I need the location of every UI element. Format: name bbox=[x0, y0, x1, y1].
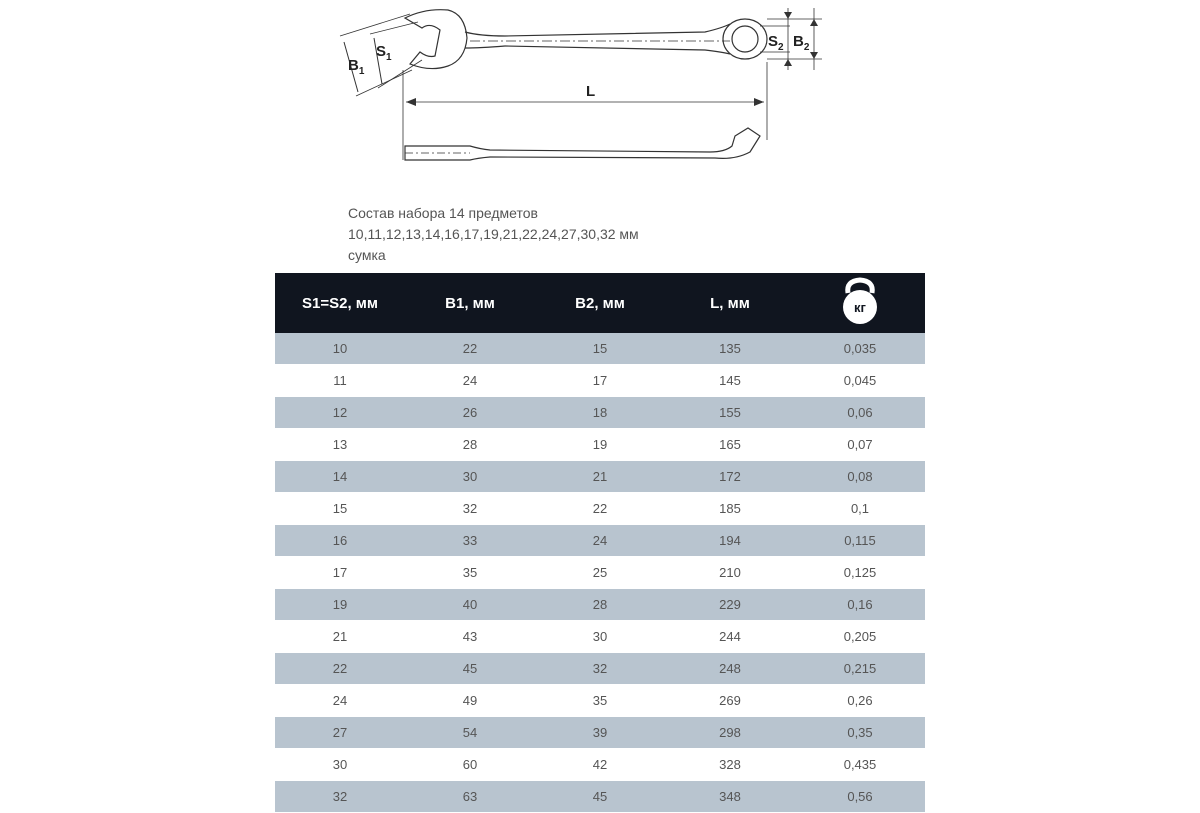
cell-s1-s2: 30 bbox=[275, 749, 405, 781]
table-row bbox=[275, 589, 925, 621]
cell-s1-s2: 11 bbox=[275, 365, 405, 397]
cell-b1: 43 bbox=[405, 621, 535, 653]
cell-s1-s2: 32 bbox=[275, 781, 405, 813]
cell-length: 348 bbox=[665, 781, 795, 813]
description-line-3: сумка bbox=[348, 247, 386, 263]
header-b2: B2, мм bbox=[535, 273, 665, 333]
cell-b1: 28 bbox=[405, 429, 535, 461]
cell-b2: 25 bbox=[535, 557, 665, 589]
header-b1: B1, мм bbox=[405, 273, 535, 333]
table-row bbox=[275, 685, 925, 717]
cell-weight: 0,08 bbox=[795, 461, 925, 493]
b2-label bbox=[793, 33, 810, 53]
cell-length: 269 bbox=[665, 685, 795, 717]
cell-s1-s2: 15 bbox=[275, 493, 405, 525]
s1-subscript: 1 bbox=[386, 52, 392, 63]
cell-length: 328 bbox=[665, 749, 795, 781]
table-row bbox=[275, 717, 925, 749]
table-row bbox=[275, 365, 925, 397]
cell-b2: 39 bbox=[535, 717, 665, 749]
cell-length: 210 bbox=[665, 557, 795, 589]
b2-letter: B bbox=[793, 33, 804, 50]
cell-b2: 30 bbox=[535, 621, 665, 653]
cell-weight: 0,045 bbox=[795, 365, 925, 397]
cell-weight: 0,1 bbox=[795, 493, 925, 525]
cell-weight: 0,435 bbox=[795, 749, 925, 781]
kettlebell-icon bbox=[838, 277, 882, 329]
cell-b2: 22 bbox=[535, 493, 665, 525]
table-row bbox=[275, 397, 925, 429]
table-row bbox=[275, 781, 925, 813]
header-s1-s2: S1=S2, мм bbox=[275, 273, 405, 333]
table-row bbox=[275, 749, 925, 781]
cell-length: 135 bbox=[665, 333, 795, 365]
spec-table bbox=[275, 273, 925, 813]
cell-b1: 22 bbox=[405, 333, 535, 365]
b1-subscript: 1 bbox=[358, 66, 365, 77]
cell-b1: 49 bbox=[405, 685, 535, 717]
cell-weight: 0,205 bbox=[795, 621, 925, 653]
cell-weight: 0,125 bbox=[795, 557, 925, 589]
wrench-diagram bbox=[330, 0, 850, 170]
table-row bbox=[275, 621, 925, 653]
s2-letter: S bbox=[768, 33, 779, 50]
table-row bbox=[275, 653, 925, 685]
cell-b1: 30 bbox=[405, 461, 535, 493]
cell-s1-s2: 27 bbox=[275, 717, 405, 749]
table-row bbox=[275, 461, 925, 493]
weight-unit-label: кг bbox=[854, 300, 866, 315]
cell-b1: 60 bbox=[405, 749, 535, 781]
cell-length: 194 bbox=[665, 525, 795, 557]
cell-s1-s2: 19 bbox=[275, 589, 405, 621]
table-row bbox=[275, 493, 925, 525]
description-line-2: 10,11,12,13,14,16,17,19,21,22,24,27,30,32 мм bbox=[348, 226, 639, 242]
table-row bbox=[275, 525, 925, 557]
cell-length: 229 bbox=[665, 589, 795, 621]
cell-b1: 32 bbox=[405, 493, 535, 525]
set-description bbox=[348, 203, 639, 266]
cell-weight: 0,07 bbox=[795, 429, 925, 461]
cell-s1-s2: 16 bbox=[275, 525, 405, 557]
cell-length: 172 bbox=[665, 461, 795, 493]
cell-b2: 21 bbox=[535, 461, 665, 493]
cell-b2: 24 bbox=[535, 525, 665, 557]
b1-label bbox=[348, 57, 365, 77]
cell-s1-s2: 24 bbox=[275, 685, 405, 717]
cell-length: 298 bbox=[665, 717, 795, 749]
cell-weight: 0,56 bbox=[795, 781, 925, 813]
cell-b1: 35 bbox=[405, 557, 535, 589]
cell-weight: 0,06 bbox=[795, 397, 925, 429]
cell-b1: 24 bbox=[405, 365, 535, 397]
s1-label bbox=[376, 43, 392, 63]
s2-label bbox=[768, 33, 784, 53]
cell-weight: 0,035 bbox=[795, 333, 925, 365]
cell-weight: 0,26 bbox=[795, 685, 925, 717]
cell-length: 145 bbox=[665, 365, 795, 397]
table-row bbox=[275, 429, 925, 461]
cell-s1-s2: 21 bbox=[275, 621, 405, 653]
cell-length: 155 bbox=[665, 397, 795, 429]
s2-subscript: 2 bbox=[778, 42, 784, 53]
cell-b2: 42 bbox=[535, 749, 665, 781]
table-row bbox=[275, 557, 925, 589]
cell-b1: 40 bbox=[405, 589, 535, 621]
cell-b2: 19 bbox=[535, 429, 665, 461]
header-weight bbox=[795, 273, 925, 333]
cell-length: 244 bbox=[665, 621, 795, 653]
cell-b2: 28 bbox=[535, 589, 665, 621]
length-label: L bbox=[586, 83, 596, 100]
cell-b2: 15 bbox=[535, 333, 665, 365]
cell-weight: 0,115 bbox=[795, 525, 925, 557]
cell-b2: 32 bbox=[535, 653, 665, 685]
table-row bbox=[275, 333, 925, 365]
cell-s1-s2: 10 bbox=[275, 333, 405, 365]
table-body bbox=[275, 333, 925, 813]
table-header-row bbox=[275, 273, 925, 333]
cell-b1: 63 bbox=[405, 781, 535, 813]
description-line-1: Состав набора 14 предметов bbox=[348, 205, 538, 221]
cell-b2: 18 bbox=[535, 397, 665, 429]
cell-s1-s2: 22 bbox=[275, 653, 405, 685]
cell-b1: 54 bbox=[405, 717, 535, 749]
cell-b1: 45 bbox=[405, 653, 535, 685]
cell-b1: 26 bbox=[405, 397, 535, 429]
header-length: L, мм bbox=[665, 273, 795, 333]
cell-weight: 0,35 bbox=[795, 717, 925, 749]
cell-s1-s2: 14 bbox=[275, 461, 405, 493]
cell-weight: 0,16 bbox=[795, 589, 925, 621]
cell-length: 165 bbox=[665, 429, 795, 461]
cell-s1-s2: 12 bbox=[275, 397, 405, 429]
s1-letter: S bbox=[376, 43, 387, 60]
b2-subscript: 2 bbox=[803, 42, 810, 53]
cell-s1-s2: 13 bbox=[275, 429, 405, 461]
b1-letter: B bbox=[348, 57, 359, 74]
cell-length: 248 bbox=[665, 653, 795, 685]
cell-b1: 33 bbox=[405, 525, 535, 557]
cell-b2: 35 bbox=[535, 685, 665, 717]
cell-b2: 45 bbox=[535, 781, 665, 813]
cell-s1-s2: 17 bbox=[275, 557, 405, 589]
cell-length: 185 bbox=[665, 493, 795, 525]
cell-weight: 0,215 bbox=[795, 653, 925, 685]
cell-b2: 17 bbox=[535, 365, 665, 397]
